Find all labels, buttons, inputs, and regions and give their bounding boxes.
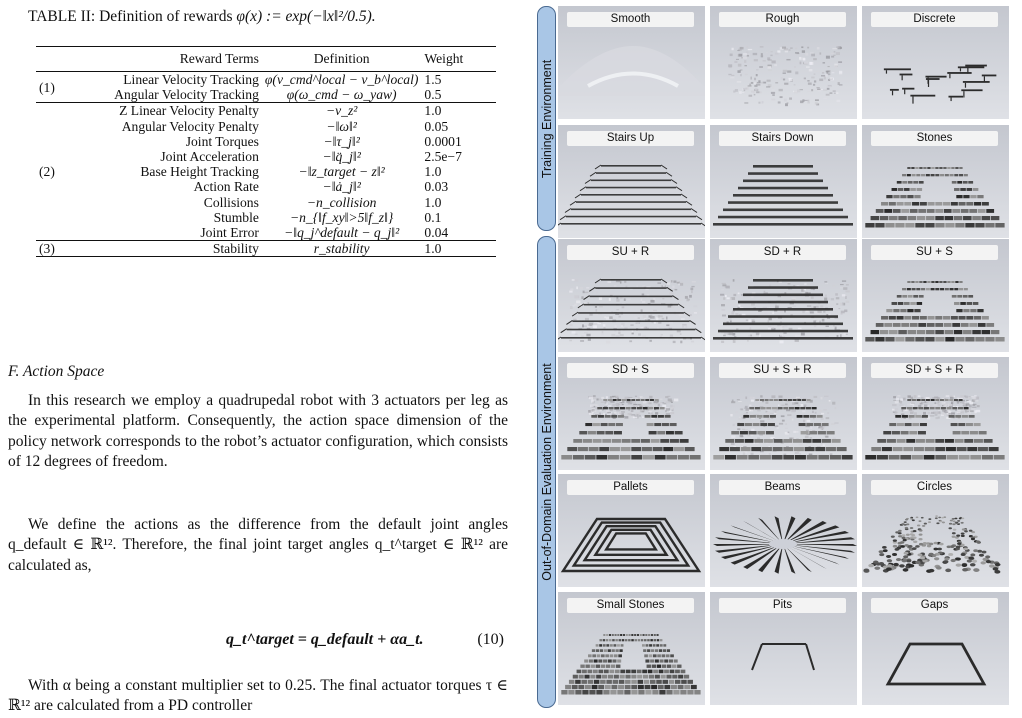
terrain-panel-label: Pallets: [567, 480, 694, 495]
reward-definition: −‖ω‖²: [326, 118, 357, 134]
terrain-panel-sd-r: [710, 239, 857, 352]
terrain-panel-label: SU + R: [567, 245, 694, 260]
reward-term: Stability: [212, 241, 259, 257]
terrain-panel-label: Beams: [719, 480, 846, 495]
reward-term: Stumble: [213, 209, 259, 225]
terrain-panel-small-stones: [558, 592, 705, 705]
table-row: [36, 103, 496, 119]
reward-definition: −‖q̈_j‖²: [322, 149, 361, 165]
reward-weight: 2.5e−7: [424, 149, 462, 165]
table-row: [36, 119, 496, 134]
terrain-panel-label: Rough: [719, 12, 846, 27]
reward-definition: −v_z²: [325, 103, 358, 119]
terrain-panel-label: Small Stones: [567, 598, 694, 613]
terrain-panel-label: Circles: [871, 480, 998, 495]
reward-weight: 0.0001: [424, 133, 462, 149]
terrain-panel-su-s: [862, 239, 1009, 352]
reward-definition: −‖τ_j‖²: [323, 133, 360, 149]
reward-definition: r_stability: [313, 241, 370, 257]
group-label: (1): [39, 79, 55, 95]
paragraph-text: With α being a constant multiplier set to 0.25. The final actuator torques τ ∈ ℝ¹² are calculated from a PD controller: [8, 677, 508, 715]
reward-weight: 1.0: [424, 241, 442, 257]
table-row: [36, 149, 496, 164]
reward-definition: −‖ȧ_j‖²: [322, 179, 361, 195]
terrain-panel-label: SD + S + R: [871, 363, 998, 378]
table-row: [36, 179, 496, 194]
equation-number: (10): [477, 631, 504, 648]
reward-weight: 1.0: [424, 194, 442, 210]
ood-environment-text: Out-of-Domain Evaluation Environment: [539, 363, 554, 581]
paragraph-action-space: [8, 391, 508, 472]
terrain-panel-label: Stairs Up: [567, 131, 694, 146]
paragraph-action-definition: [8, 515, 508, 576]
header-reward-terms: Reward Terms: [179, 51, 259, 67]
training-environment-text: Training Environment: [539, 59, 554, 178]
terrain-panel-rough: [710, 6, 857, 119]
reward-definition: φ(ω_cmd − ω_yaw): [286, 87, 397, 103]
reward-weight: 1.0: [424, 103, 442, 119]
terrain-panel-beams: [710, 474, 857, 587]
terrain-panel-label: SU + S + R: [719, 363, 846, 378]
terrain-panel-label: SD + S: [567, 363, 694, 378]
table-caption: [28, 8, 498, 26]
reward-term: Linear Velocity Tracking: [123, 72, 259, 87]
table-row: [36, 195, 496, 210]
terrain-panel-discrete: [862, 6, 1009, 119]
terrain-panel-stairs-up: [558, 125, 705, 238]
terrain-panel-stairs-down: [710, 125, 857, 238]
terrain-panel-label: Pits: [719, 598, 846, 613]
reward-term: Z Linear Velocity Penalty: [119, 103, 259, 119]
reward-definition: φ(v_cmd^local − v_b^local): [264, 72, 419, 87]
reward-term: Action Rate: [193, 179, 259, 195]
reward-term: Joint Torques: [185, 133, 259, 149]
table-caption-prefix: TABLE II: Definition of rewards: [28, 8, 233, 25]
table-row: [36, 87, 496, 103]
reward-term: Collisions: [203, 194, 259, 210]
reward-term: Base Height Tracking: [140, 164, 259, 180]
terrain-panel-sus-r: [710, 357, 857, 470]
reward-term: Joint Error: [200, 225, 259, 241]
table-row: [36, 225, 496, 241]
reward-term: Angular Velocity Tracking: [114, 87, 259, 103]
header-definition: Definition: [313, 51, 370, 67]
table-caption-formula: φ(x) := exp(−‖x‖²/0.5).: [236, 8, 376, 25]
training-environment-label: [537, 6, 556, 231]
terrain-panel-label: Gaps: [871, 598, 998, 613]
reward-weight: 0.1: [424, 209, 442, 225]
terrain-panel-pallets: [558, 474, 705, 587]
terrain-panel-pits: [710, 592, 857, 705]
reward-group-2: [36, 103, 496, 241]
reward-definition: −n_{‖f_xy‖>5‖f_z‖}: [289, 209, 394, 225]
group-label: (2): [39, 164, 55, 180]
reward-weight: 1.5: [424, 72, 442, 87]
table-header-row: [36, 47, 496, 72]
terrain-panel-stones: [862, 125, 1009, 238]
table-row: [36, 72, 496, 88]
terrain-panel-label: SD + R: [719, 245, 846, 260]
terrain-panel-label: SU + S: [871, 245, 998, 260]
paragraph-text: In this research we employ a quadrupedal robot with 3 actuators per leg as the experimental platform. Consequently, the action space dimension of the policy network corresponds to the robot’s actuator configuration, which consists of 12 degrees of freedom.: [8, 392, 508, 470]
reward-term: Angular Velocity Penalty: [121, 118, 259, 134]
terrain-panel-sds-r: [862, 357, 1009, 470]
paragraph-text: We define the actions as the difference from the default joint angles q_default ∈ ℝ¹². Therefore, the final joint target angles q_t^target ∈ ℝ¹² are calculated as,: [8, 516, 508, 574]
terrain-figure: [530, 0, 1022, 718]
table-row: [36, 134, 496, 149]
reward-definition: −‖q_j^default − q_j‖²: [284, 225, 400, 241]
terrain-panel-su-r: [558, 239, 705, 352]
terrain-panel-smooth: [558, 6, 705, 119]
table-row: [36, 210, 496, 225]
ood-environment-label: [537, 236, 556, 708]
terrain-panel-gaps: [862, 592, 1009, 705]
reward-group-1: [36, 72, 496, 103]
header-group: [36, 47, 71, 72]
reward-table: [36, 46, 496, 257]
reward-weight: 0.03: [424, 179, 449, 195]
reward-weight: 0.5: [424, 87, 442, 103]
terrain-panel-label: Stairs Down: [719, 131, 846, 146]
reward-weight: 1.0: [424, 164, 442, 180]
reward-weight: 0.05: [424, 118, 449, 134]
reward-group-3: [36, 241, 496, 257]
terrain-panel-sd-s: [558, 357, 705, 470]
terrain-panel-label: Discrete: [871, 12, 998, 27]
terrain-panel-circles: [862, 474, 1009, 587]
reward-definition: −n_collision: [306, 194, 377, 210]
reward-weight: 0.04: [424, 225, 449, 241]
group-label: (3): [39, 241, 55, 257]
table-row: [36, 164, 496, 179]
paragraph-torque: [8, 676, 508, 717]
header-weight: Weight: [424, 51, 464, 67]
terrain-panel-label: Stones: [871, 131, 998, 146]
section-heading: F. Action Space: [8, 363, 105, 380]
reward-term: Joint Acceleration: [160, 149, 259, 165]
table-row: [36, 241, 496, 257]
terrain-panel-label: Smooth: [567, 12, 694, 27]
equation-body: q_t^target = q_default + αa_t.: [226, 631, 424, 648]
reward-definition: −‖z_target − z‖²: [298, 164, 385, 180]
